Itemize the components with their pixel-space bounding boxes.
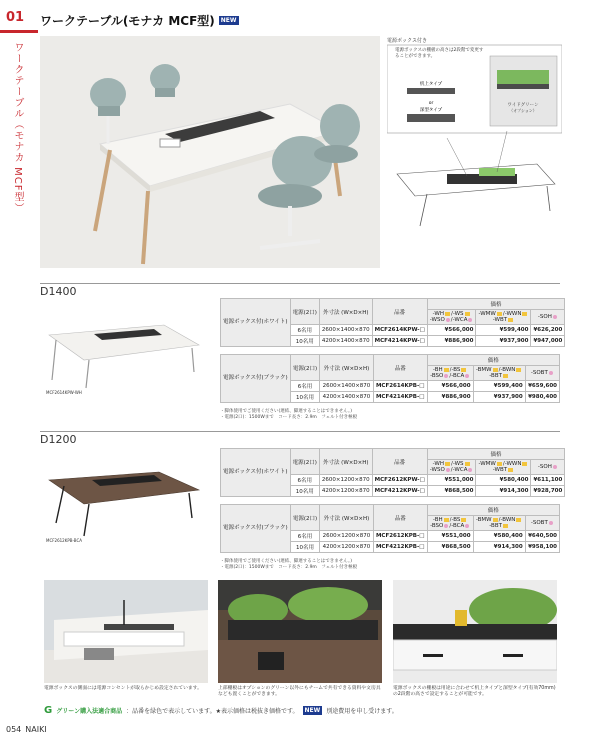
c1b: /-BS bbox=[449, 517, 461, 523]
size: 4200×1400×870 bbox=[319, 336, 372, 347]
col-outlet: 電源(2口) bbox=[290, 449, 319, 475]
c1a: -WH bbox=[432, 461, 444, 467]
c1c: -WSO bbox=[429, 467, 445, 473]
c1a: -BH bbox=[432, 517, 443, 523]
col-color-2 bbox=[476, 460, 531, 475]
photo-green-shelf bbox=[218, 580, 382, 683]
yellow-swatch bbox=[493, 368, 498, 372]
col-outlet: 電源(2口) bbox=[290, 299, 319, 325]
pink-swatch bbox=[553, 465, 557, 469]
yellow-swatch bbox=[444, 518, 449, 522]
price: ¥626,200 bbox=[531, 325, 565, 336]
diagram-or: or bbox=[428, 101, 434, 106]
note: ・脚体使用でご使用ください(連結、脚連することはできません。) bbox=[220, 409, 353, 414]
caption-1: 電源ボックスの側面には電源コンセントが取らかじめ設定されています。 bbox=[44, 686, 202, 691]
c2a: -WMW bbox=[478, 461, 496, 467]
yellow-swatch bbox=[522, 462, 527, 466]
price: ¥914,300 bbox=[476, 486, 531, 497]
price: ¥551,000 bbox=[427, 531, 473, 542]
c1b: /-BS bbox=[449, 367, 461, 373]
size: 2600×1200×870 bbox=[319, 475, 372, 486]
pink-swatch bbox=[553, 315, 557, 319]
box-label: 電源ボックス付(ブラック) bbox=[221, 355, 291, 403]
seats: 10名用 bbox=[290, 486, 319, 497]
diagram-deep-label: 深型タイプ bbox=[419, 108, 443, 113]
col-color-2 bbox=[473, 366, 525, 381]
c3: -SOH bbox=[537, 464, 552, 470]
seats: 10名用 bbox=[290, 392, 320, 403]
col-color-1 bbox=[427, 516, 473, 531]
size: 2600×1400×870 bbox=[319, 325, 372, 336]
seats: 10名用 bbox=[290, 336, 319, 347]
col-code: 品番 bbox=[372, 299, 427, 325]
yellow-swatch bbox=[508, 468, 513, 472]
price: ¥868,500 bbox=[427, 486, 476, 497]
c2a: -WMW bbox=[478, 311, 496, 317]
chapter-number: 01 bbox=[6, 10, 25, 25]
size: 2600×1400×870 bbox=[320, 381, 373, 392]
col-code: 品番 bbox=[373, 505, 427, 531]
legend bbox=[44, 705, 398, 716]
product-code: MCF2614KPB-□ bbox=[373, 381, 427, 392]
yellow-swatch bbox=[516, 518, 521, 522]
price: ¥551,000 bbox=[427, 475, 476, 486]
seats: 6名用 bbox=[290, 325, 319, 336]
yellow-swatch bbox=[497, 462, 502, 466]
page-number: 054 bbox=[6, 725, 22, 734]
pink-swatch bbox=[444, 374, 448, 378]
price-table-d1200-white bbox=[220, 448, 565, 497]
price: ¥914,300 bbox=[473, 542, 525, 553]
power-box-diagram bbox=[387, 36, 562, 268]
price: ¥640,500 bbox=[525, 531, 559, 542]
col-outlet: 電源(2口) bbox=[290, 505, 320, 531]
col-size: 外寸法 (W×D×H) bbox=[319, 449, 372, 475]
col-color-3 bbox=[525, 366, 559, 381]
c1c: -BSO bbox=[430, 373, 444, 379]
col-size: 外寸法 (W×D×H) bbox=[319, 299, 372, 325]
col-code: 品番 bbox=[372, 449, 427, 475]
yellow-swatch bbox=[508, 318, 513, 322]
pink-swatch bbox=[444, 524, 448, 528]
product-code: MCF4214KPW-□ bbox=[372, 336, 427, 347]
section-divider bbox=[40, 431, 560, 432]
seats: 6名用 bbox=[290, 475, 319, 486]
seats: 10名用 bbox=[290, 542, 320, 553]
c2b: /-BWN bbox=[498, 517, 516, 523]
pink-swatch bbox=[468, 318, 472, 322]
product-code: MCF4214KPB-□ bbox=[373, 392, 427, 403]
pink-swatch bbox=[465, 374, 469, 378]
c1d: /-WCA bbox=[450, 317, 468, 323]
c1a: -WH bbox=[432, 311, 444, 317]
price: ¥886,900 bbox=[427, 336, 476, 347]
chapter-label: ワークテーブル（モナカ MCF型） bbox=[12, 42, 23, 214]
col-color-3 bbox=[531, 310, 565, 325]
product-code: MCF2612KPW-□ bbox=[372, 475, 427, 486]
col-color-2 bbox=[473, 516, 525, 531]
c1c: -WSO bbox=[429, 317, 445, 323]
price-table-d1400-white bbox=[220, 298, 565, 347]
section-title-d1200: D1200 bbox=[40, 433, 77, 446]
pink-swatch bbox=[465, 524, 469, 528]
c1c: -BSO bbox=[430, 523, 444, 529]
c2b: /-WWN bbox=[502, 311, 522, 317]
pink-swatch bbox=[468, 468, 472, 472]
price: ¥980,400 bbox=[525, 392, 559, 403]
page-header bbox=[40, 12, 239, 29]
seats: 6名用 bbox=[290, 381, 320, 392]
c2c: -BBT bbox=[489, 523, 502, 529]
note: ・電源(2口)：1500Wまで コード長さ：2.9m フェルト付き極板 bbox=[220, 564, 358, 570]
notes-d1400 bbox=[220, 409, 357, 421]
price: ¥937,900 bbox=[476, 336, 531, 347]
product-code: MCF2612KPB-□ bbox=[373, 531, 427, 542]
c1b: /-WS bbox=[451, 311, 464, 317]
col-size: 外寸法 (W×D×H) bbox=[320, 505, 373, 531]
size: 2600×1200×870 bbox=[320, 531, 373, 542]
yellow-swatch bbox=[493, 518, 498, 522]
d1400-table-image bbox=[44, 310, 204, 390]
price: ¥928,700 bbox=[531, 486, 565, 497]
price: ¥958,100 bbox=[525, 542, 559, 553]
product-code: MCF2614KPW-□ bbox=[372, 325, 427, 336]
green-purchase-icon: G bbox=[44, 705, 53, 716]
size: 4200×1200×870 bbox=[320, 542, 373, 553]
col-price: 価格 bbox=[427, 299, 565, 310]
note: ・脚体使用でご使用ください(連結、脚連することはできません。) bbox=[220, 559, 353, 564]
col-code: 品番 bbox=[373, 355, 427, 381]
yellow-swatch bbox=[461, 368, 466, 372]
seats: 6名用 bbox=[290, 531, 320, 542]
product-code: MCF4212KPB-□ bbox=[373, 542, 427, 553]
col-color-1 bbox=[427, 460, 476, 475]
price: ¥580,400 bbox=[476, 475, 531, 486]
price: ¥611,100 bbox=[531, 475, 565, 486]
pink-swatch bbox=[549, 521, 553, 525]
col-price: 価格 bbox=[427, 449, 565, 460]
c1d: /-BCA bbox=[449, 373, 465, 379]
photo-shelf-height bbox=[393, 580, 557, 683]
brand-name: NAIKI bbox=[25, 725, 47, 734]
price: ¥566,000 bbox=[427, 325, 476, 336]
col-color-2 bbox=[476, 310, 531, 325]
section-title-d1400: D1400 bbox=[40, 285, 77, 298]
c1d: /-BCA bbox=[449, 523, 465, 529]
yellow-swatch bbox=[465, 462, 470, 466]
col-color-1 bbox=[427, 366, 473, 381]
c1b: /-WS bbox=[451, 461, 464, 467]
price-table-d1400-black bbox=[220, 354, 560, 403]
col-color-1 bbox=[427, 310, 476, 325]
yellow-swatch bbox=[444, 368, 449, 372]
diagram-desc: 電源ボックスの棚板の高さは2段階で変更することができます。 bbox=[395, 48, 484, 59]
legend-badge-text: 別途費用を申し受けます。 bbox=[326, 708, 398, 715]
price: ¥566,000 bbox=[427, 381, 473, 392]
product-code: MCF4212KPW-□ bbox=[372, 486, 427, 497]
c2a: -BMW bbox=[475, 367, 492, 373]
c1a: -BH bbox=[432, 367, 443, 373]
col-price: 価格 bbox=[427, 505, 559, 516]
size: 4200×1400×870 bbox=[320, 392, 373, 403]
box-label: 電源ボックス付(ホワイト) bbox=[221, 449, 291, 497]
price: ¥886,900 bbox=[427, 392, 473, 403]
col-price: 価格 bbox=[427, 355, 559, 366]
yellow-swatch bbox=[465, 312, 470, 316]
caption-2: 上部棚板はオプションのグリーン以外にもチームで共有できる資料や文房具なども置くことができます。 bbox=[218, 686, 381, 698]
chapter-bar bbox=[0, 30, 38, 33]
page-title: ワークテーブル(モナカ MCF型) bbox=[40, 14, 215, 28]
box-label: 電源ボックス付(ホワイト) bbox=[221, 299, 291, 347]
c2a: -BMW bbox=[475, 517, 492, 523]
legend-text: ：品番を緑色で表示しています。★表示価格は税抜き価格です。 bbox=[126, 708, 299, 715]
photo-power-box-side bbox=[44, 580, 208, 683]
image-code-d1400: MCF2614KPW-WH bbox=[46, 390, 82, 395]
c3: -SOBT bbox=[530, 370, 548, 376]
c1d: /-WCA bbox=[450, 467, 468, 473]
yellow-swatch bbox=[516, 368, 521, 372]
yellow-swatch bbox=[503, 524, 508, 528]
c2c: -WBT bbox=[492, 317, 508, 323]
pink-swatch bbox=[549, 371, 553, 375]
caption-3: 電源ボックスの棚板は用途に合わせて机上タイプと深型タイプ(有効70mm)の2段階の高さで設定することが可能です。 bbox=[393, 686, 556, 698]
new-badge: NEW bbox=[220, 17, 237, 24]
price-table-d1200-black bbox=[220, 504, 560, 553]
col-color-3 bbox=[531, 460, 565, 475]
c2c: -WBT bbox=[492, 467, 508, 473]
price: ¥868,500 bbox=[427, 542, 473, 553]
price: ¥580,400 bbox=[473, 531, 525, 542]
price: ¥937,900 bbox=[473, 392, 525, 403]
price: ¥599,400 bbox=[476, 325, 531, 336]
legend-green-label: グリーン購入法適合商品 bbox=[56, 708, 123, 715]
diagram-green-sub: （オプション） bbox=[509, 108, 537, 113]
price: ¥947,000 bbox=[531, 336, 565, 347]
d1200-table-image bbox=[44, 458, 204, 538]
price: ¥659,600 bbox=[525, 381, 559, 392]
yellow-swatch bbox=[522, 312, 527, 316]
hero-product-image bbox=[40, 36, 380, 268]
col-outlet: 電源(2口) bbox=[290, 355, 320, 381]
image-code-d1200: MCF2612KPB-BCA bbox=[46, 538, 83, 543]
notes-d1200 bbox=[220, 559, 357, 571]
price: ¥599,400 bbox=[473, 381, 525, 392]
pink-swatch bbox=[446, 468, 450, 472]
footer bbox=[6, 725, 47, 734]
section-divider bbox=[40, 283, 560, 284]
col-size: 外寸法 (W×D×H) bbox=[320, 355, 373, 381]
box-label: 電源ボックス付(ブラック) bbox=[221, 505, 291, 553]
c2b: /-BWN bbox=[498, 367, 516, 373]
yellow-swatch bbox=[445, 462, 450, 466]
note: ・電源(2口)：1500Wまで コード長さ：2.9m フェルト付き極板 bbox=[220, 414, 358, 420]
col-color-3 bbox=[525, 516, 559, 531]
c2b: /-WWN bbox=[502, 461, 522, 467]
diagram-top-label: 机上タイプ bbox=[419, 82, 443, 87]
yellow-swatch bbox=[497, 312, 502, 316]
pink-swatch bbox=[446, 318, 450, 322]
new-badge: NEW bbox=[304, 707, 321, 714]
diagram-green-label: ワイドグリーン bbox=[507, 103, 539, 108]
size: 4200×1200×870 bbox=[319, 486, 372, 497]
c2c: -BBT bbox=[489, 373, 502, 379]
yellow-swatch bbox=[503, 374, 508, 378]
c3: -SOH bbox=[537, 314, 552, 320]
yellow-swatch bbox=[445, 312, 450, 316]
yellow-swatch bbox=[461, 518, 466, 522]
c3: -SOBT bbox=[530, 520, 548, 526]
diagram-title: 電源ボックス付き bbox=[387, 38, 427, 44]
